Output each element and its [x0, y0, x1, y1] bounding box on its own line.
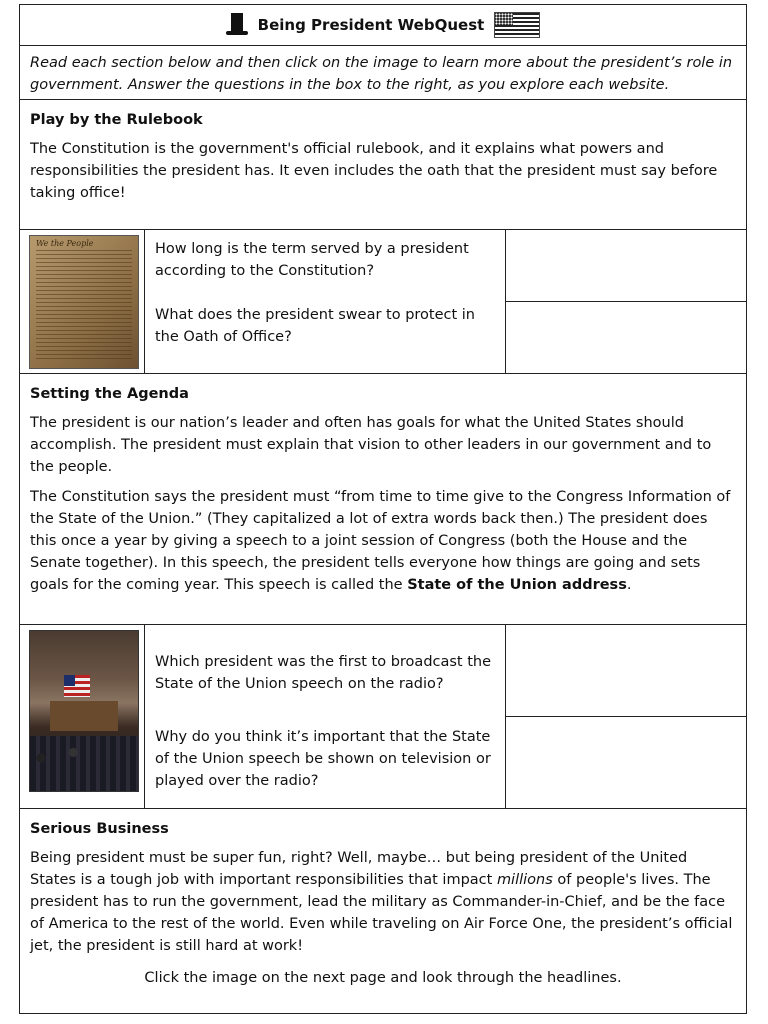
questions-cell [145, 230, 506, 373]
questions-cell [145, 625, 506, 808]
section-rulebook [20, 100, 746, 230]
worksheet-title: Being President WebQuest [257, 16, 485, 34]
section-agenda [20, 374, 746, 625]
question-row-sotu [20, 625, 746, 809]
section-heading: Play by the Rulebook [30, 112, 203, 128]
question-row-constitution [20, 230, 746, 374]
us-flag-icon [494, 12, 540, 38]
intro-instructions: Read each section below and then click on the image to learn more about the president’s role in government. Answer the questions in the box to the right, as you explore each website. [20, 46, 746, 100]
section-body: Being president must be super fun, right? Well, maybe… but being president of the United States is a tough job with important responsibilities that impact millions of people's lives. The president has to run the government, lead the military as Commander-in-Chief, and be the face of America to the rest of the world. Even while traveling on Air Force One, the president’s official jet, the president is still hard at work! [30, 850, 733, 954]
section-heading: Setting the Agenda [30, 386, 189, 402]
worksheet-page [19, 4, 747, 1014]
section-paragraph-1: The president is our nation’s leader and often has goals for what the United States should accomplish. The president must explain that vision to other leaders in our government and to the people. [30, 415, 712, 475]
answer-box-3[interactable] [506, 625, 746, 717]
question-2: What does the president swear to protect in the Oath of Office? [155, 307, 475, 345]
question-1: How long is the term served by a president according to the Constitution? [155, 241, 469, 279]
answers-cell [506, 230, 746, 373]
top-hat-icon [226, 13, 248, 37]
image-cell [20, 230, 145, 373]
state-of-union-image[interactable] [29, 630, 139, 792]
question-4: Why do you think it’s important that the State of the Union speech be shown on television or played over the radio? [155, 729, 491, 789]
answer-box-4[interactable] [506, 717, 746, 808]
answers-cell [506, 625, 746, 808]
worksheet-header [20, 5, 746, 46]
section-body: The Constitution is the government's official rulebook, and it explains what powers and responsibilities the president has. It even includes the oath that the president must say before taking office! [30, 141, 718, 201]
question-3: Which president was the first to broadcast the State of the Union speech on the radio? [155, 654, 492, 692]
image-cell [20, 625, 145, 808]
answer-box-1[interactable] [506, 230, 746, 302]
constitution-image-caption: We the People [36, 239, 94, 248]
section-heading: Serious Business [30, 821, 169, 837]
constitution-image[interactable] [29, 235, 139, 369]
closing-instruction: Click the image on the next page and look through the headlines. [144, 970, 622, 986]
sotu-term: State of the Union address [407, 577, 627, 593]
answer-box-2[interactable] [506, 302, 746, 373]
section-serious-business [20, 809, 746, 1005]
section-paragraph-2: The Constitution says the president must “from time to time give to the Congress Information of the State of the Union.” (They capitalized a lot of extra words back then.) The president does this once a year by giving a speech to a joint session of Congress (both the House and the Senate together). In this speech, the president tells everyone how things are going and sets goals for the coming year. This speech is called the State of the Union address. [30, 489, 731, 593]
